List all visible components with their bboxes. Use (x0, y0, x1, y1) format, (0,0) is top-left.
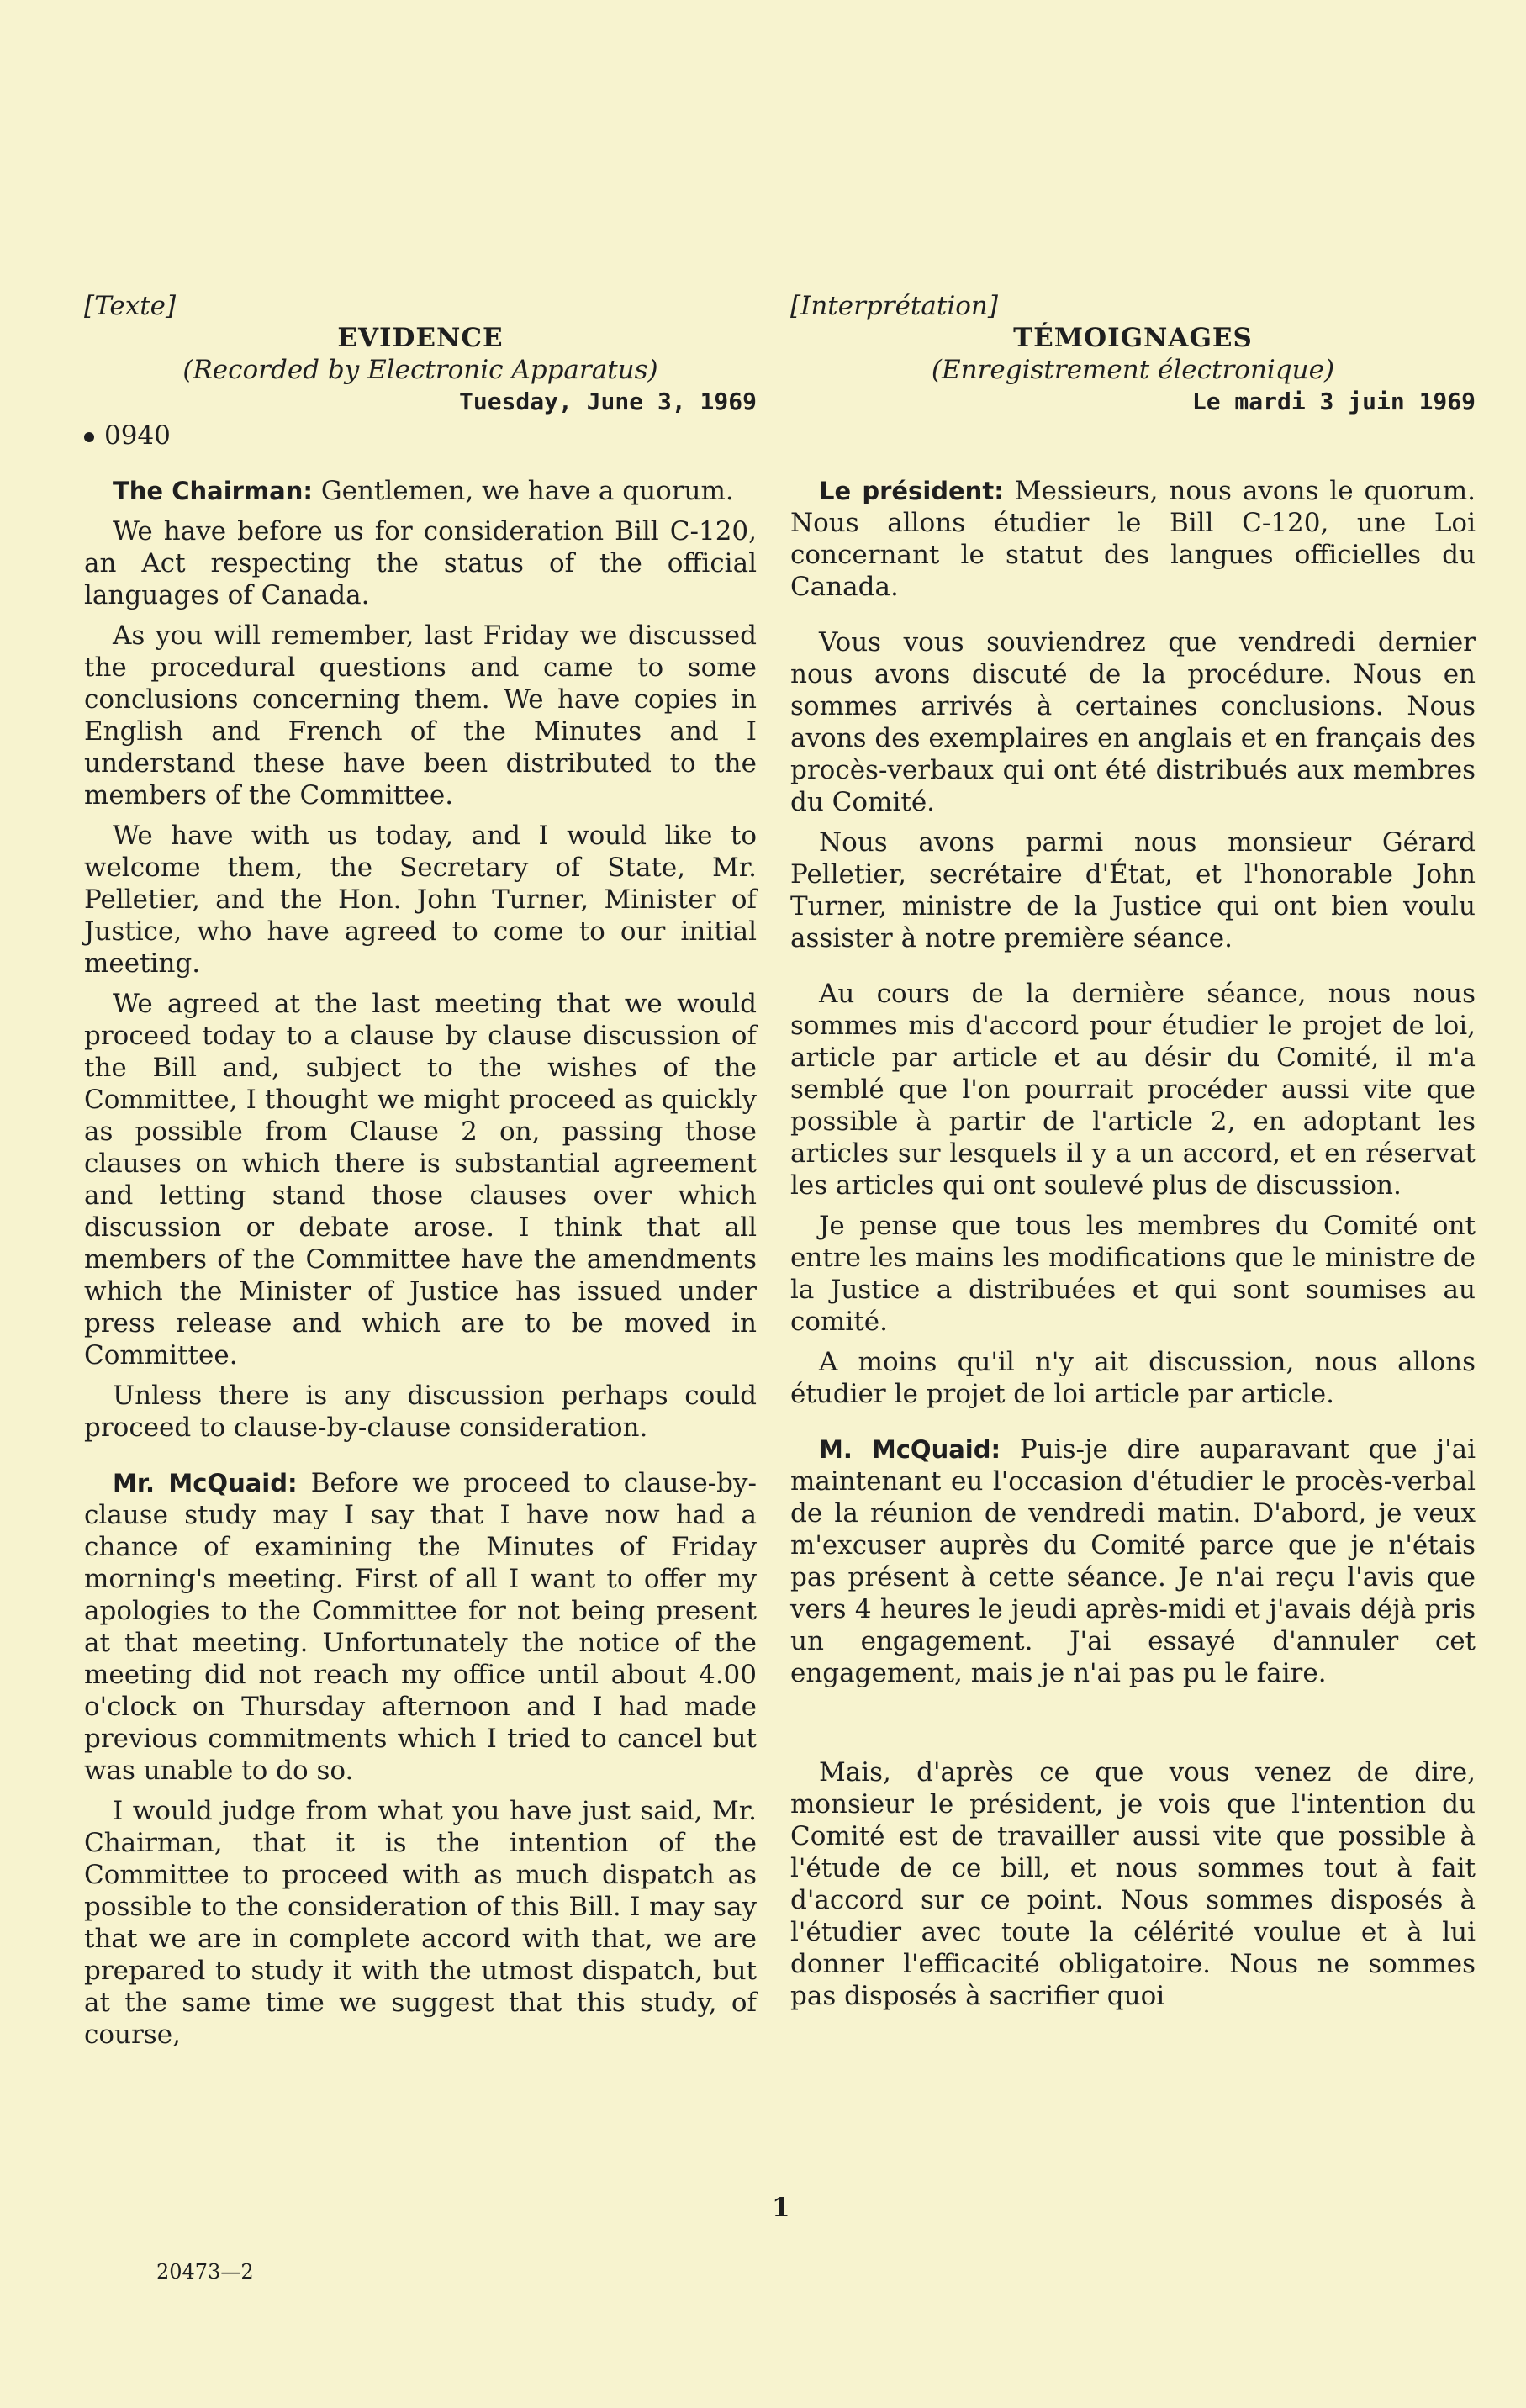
paragraph-text: Puis-je dire auparavant que j'ai maintenant eu l'occasion d'étudier le procès-verbal de la réunion de vendredi matin. D'abord, je veux m'excuser auprès du Comité parce que je n'étais pas présent à cette séance. Je n'ai reçu l'avis que vers 4 heures le jeudi après-midi et j'avais déjà pris un engagement. J'ai essayé d'annuler cet engagement, mais je n'ai pas pu le faire. (790, 1434, 1476, 1688)
section-tag: [Texte] (84, 291, 177, 321)
english-column (84, 290, 757, 2059)
time-marker (84, 420, 757, 452)
paragraph: Vous vous souviendrez que vendredi dernier nous avons discuté de la procédure. Nous en sommes arrivés à certaines conclusions. Nous avons des exemplaires en anglais et en français des procès-verbaux qui ont été distribués aux membres du Comité. (790, 627, 1476, 817)
paragraph (790, 1434, 1476, 1689)
meeting-date: Le mardi 3 juin 1969 (1191, 388, 1476, 415)
time-spacer (790, 420, 1476, 452)
paragraph (790, 475, 1476, 603)
paragraph-text: Messieurs, nous avons le quorum. Nous allons étudier le Bill C-120, une Loi concernant le statut des langues officielles du Canada. (790, 476, 1476, 602)
paragraph: A moins qu'il n'y ait discussion, nous allons étudier le projet de loi article par article. (790, 1347, 1476, 1409)
paragraph: We have with us today, and I would like to welcome them, the Secretary of State, Mr. Pelletier, and the Hon. John Turner, Minister of Justice, who have agreed to come to our initial meeting. (84, 821, 757, 979)
speaker-name: M. McQuaid: (819, 1435, 1001, 1464)
section-tag: [Interprétation] (790, 291, 998, 321)
paragraph: We agreed at the last meeting that we would proceed today to a clause by clause discussion of the Bill and, subject to the wishes of the Committee, I thought we might proceed as quickly as possible from Clause 2 on, passing those clauses on which there is substantial agreement and letting stand those clauses over which discussion or debate arose. I think that all members of the Committee have the amendments which the Minister of Justice has issued under press release and which are to be moved in Committee. (84, 989, 757, 1370)
section-heading: TÉMOIGNAGES (1013, 323, 1253, 353)
paragraph (84, 475, 757, 507)
speaker-name: Le président: (819, 477, 1004, 505)
paragraph: As you will remember, last Friday we discussed the procedural questions and came to some conclusions concerning them. We have copies in English and French of the Minutes and I understand these have been distributed to the members of the Committee. (84, 620, 757, 811)
paragraph: Unless there is any discussion perhaps could proceed to clause-by-clause consideration. (84, 1381, 757, 1443)
time-label: 0940 (104, 420, 171, 451)
bullet-icon (84, 432, 94, 442)
paragraph: I would judge from what you have just said, Mr. Chairman, that it is the intention of the Committee to proceed with as much dispatch as possible to the consideration of this Bill. I may say that we are in complete accord with that, we are prepared to study it with the utmost dispatch, but at the same time we suggest that this study, of course, (84, 1796, 757, 2050)
paragraph-text: Before we proceed to clause-by-clause study may I say that I have now had a chance of examining the Minutes of Friday morning's meeting. First of all I want to offer my apologies to the Committee for not being present at that meeting. Unfortunately the notice of the meeting did not reach my office until about 4.00 o'clock on Thursday afternoon and I had made previous commitments which I tried to cancel but was unable to do so. (84, 1468, 757, 1786)
paragraph: Mais, d'après ce que vous venez de dire, monsieur le président, je vois que l'intention du Comité est de travailler aussi vite que possible à l'étude de ce bill, et nous sommes tout à fait d'accord sur ce point. Nous sommes disposés à l'étudier avec toute la célérité voulue et à lui donner l'efficacité obligatoire. Nous ne sommes pas disposés à sacrifier quoi (790, 1757, 1476, 2011)
section-subheading: (Recorded by Electronic Apparatus) (182, 355, 658, 385)
paragraph: Au cours de la dernière séance, nous nous sommes mis d'accord pour étudier le projet de loi, article par article et au désir du Comité, il m'a semblé que l'on pourrait procéder aussi vite que possible à partir de l'article 2, en adoptant les articles sur lesquels il y a un accord, et en réservat les articles qui ont soulevé plus de discussion. (790, 979, 1476, 1201)
meeting-date: Tuesday, June 3, 1969 (458, 388, 757, 415)
page-number: 1 (772, 2193, 790, 2223)
section-heading: EVIDENCE (337, 323, 504, 353)
section-subheading: (Enregistrement électronique) (931, 355, 1335, 385)
paragraph-text: Gentlemen, we have a quorum. (320, 476, 734, 506)
paragraph: Je pense que tous les membres du Comité ont entre les mains les modifications que le ministre de la Justice a distribuées et qui sont soumises au comité. (790, 1211, 1476, 1337)
paragraph (84, 1467, 757, 1787)
paragraph: We have before us for consideration Bill C-120, an Act respecting the status of the official languages of Canada. (84, 516, 757, 610)
speaker-name: The Chairman: (113, 477, 313, 505)
paragraph: Nous avons parmi nous monsieur Gérard Pelletier, secrétaire d'État, et l'honorable John Turner, ministre de la Justice qui ont bien voulu assister à notre première séance. (790, 827, 1476, 953)
speaker-name: Mr. McQuaid: (113, 1469, 298, 1497)
print-code: 20473—2 (156, 2260, 254, 2284)
french-column (790, 290, 1476, 2020)
